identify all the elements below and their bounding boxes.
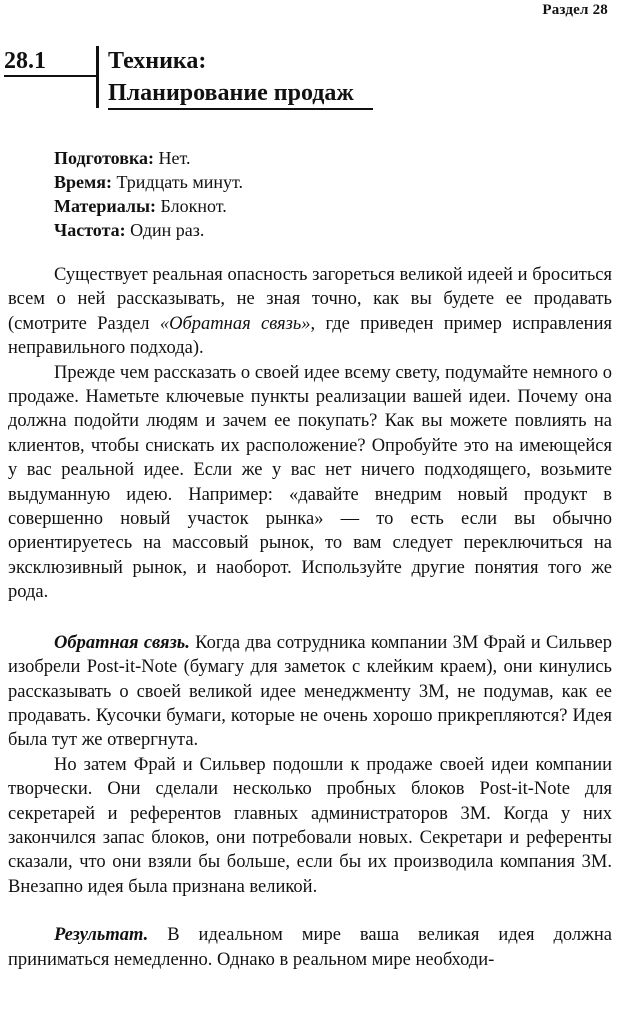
meta-frequency-value: Один раз. [125,220,205,240]
paragraph-2: Прежде чем рассказать о своей идее всему свету, подумайте немного о продаже. Наметьте ключевые пункты реализации вашей идеи. Почему она должна подойти людям и зачем ее покупать? Как вы можете повлиять на клиентов, чтобы снискать их расположение? Опробуйте это на имеющейся у вас реальной идее. Если же у вас нет ничего подходящего, возьмите выдуманную идею. Например: «давайте внедрим новый продукт в совершенно новый участок рынка» — то есть если вы обычно ориентируетесь на массовый рынок, то вам следует переключиться на эксклюзивный рынок, и наоборот. Используйте другие понятия того же рода. [8,362,612,603]
section-number: 28.1 [4,48,46,74]
meta-time [54,170,454,194]
number-underline [4,75,97,77]
meta-preparation-label: Подготовка: [54,148,155,168]
paragraph-3 [8,631,612,753]
paragraph-4: Но затем Фрай и Сильвер подошли к продаже своей идеи компании творчески. Они сделали несколько пробных блоков Post-it-Note для секретарей и референтов главных администраторов 3М. Когда у них закончился запас блоков, они потребовали новых. Секретари и референты сказали, что они взяли бы больше, если бы их производила компания 3М. Внезапно идея была признана великой. [8,754,612,897]
technique-meta [54,146,454,242]
paragraph-1 [8,263,612,361]
meta-preparation-value: Нет. [154,148,191,168]
result-lead: Результат. [54,925,149,946]
feedback-lead: Обратная связь. [54,632,190,653]
meta-frequency-label: Частота: [54,220,126,240]
meta-frequency [54,218,454,242]
section-heading [4,42,604,112]
paragraph-5-text: В идеальном мире ваша великая идея должна приниматься немедленно. Однако в реальном мире необходи- [8,925,612,970]
paragraph-1-reference: «Обратная связь» [159,313,311,334]
meta-materials [54,194,454,218]
paragraph-1-text-b: , где приведен пример исправления неправильного подхода). [8,313,612,359]
section-label: Раздел 28 [542,2,608,18]
heading-title-line-1: Техника: [108,48,207,74]
paragraph-gap [8,899,612,923]
meta-time-label: Время: [54,172,112,192]
paragraph-1-text-a: Существует реальная опасность загореться великой идеей и броситься всем о ней рассказывать, не зная точно, как вы будете ее продавать (смотрите Раздел [8,265,612,334]
paragraph-gap [8,605,612,631]
title-underline [108,108,373,110]
meta-materials-label: Материалы: [54,196,157,216]
meta-materials-value: Блокнот. [156,196,227,216]
body-text [8,263,612,972]
meta-preparation [54,146,454,170]
meta-time-value: Тридцать минут. [112,172,244,192]
heading-title-line-2: Планирование продаж [108,80,354,106]
heading-divider-bar [96,46,99,108]
paragraph-5 [8,923,612,972]
paragraph-3-text: Когда два сотрудника компании 3М Фрай и Сильвер изобрели Post-it-Note (бумагу для заметок с клейким краем), они кинулись рассказывать о своей великой идее менеджменту 3М, не подумав, как ее продавать. Кусочки бумаги, которые не очень хорошо прикрепляются? Идея была тут же отвергнута. [8,632,612,751]
